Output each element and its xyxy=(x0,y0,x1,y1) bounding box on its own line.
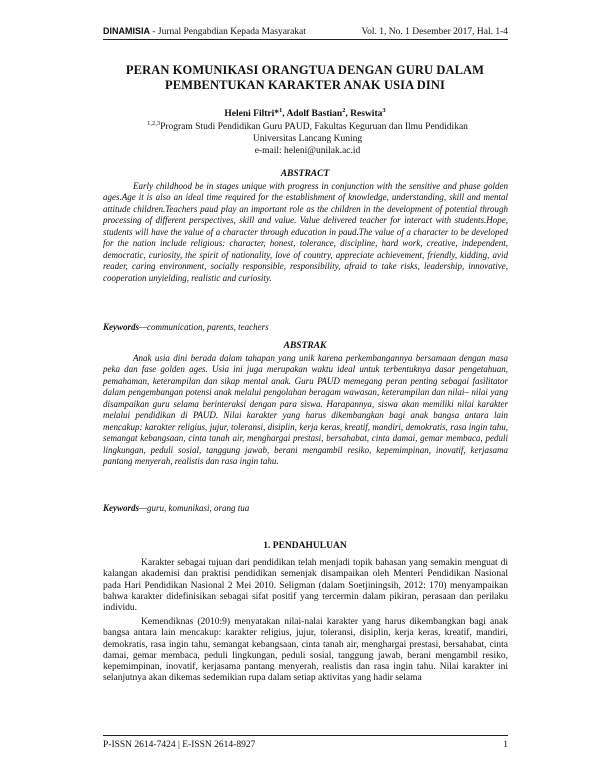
header-divider xyxy=(103,39,508,40)
body-paragraph: Karakter sebagai tujuan dari pendidikan telah menjadi topik bahasan yang semakin menguat di kalangan akademisi dan praktisi pendidikan semenjak disampaikan oleh Menteri Pendidikan Nasional pada Hari Pendidikan Nasional 2 Mei 2010. Seligman (dalam Soetjiningsih, 2012: 170) menyampaikan bahwa karakter didefinisikan sebagai sifat positif yang tercermin dalam pikiran, perasaan dan perilaku individu. xyxy=(103,558,508,614)
author-name: , Adolf Bastian xyxy=(282,109,343,119)
keywords-list: —communication, parents, teachers xyxy=(139,322,269,332)
title-line: PEMBENTUKAN KARAKTER ANAK USIA DINI xyxy=(165,78,445,92)
keywords-label: Keywords xyxy=(103,503,139,513)
abstrak-heading: ABSTRAK xyxy=(283,341,327,351)
author-sup: 2 xyxy=(342,106,346,114)
abstract-heading: ABSTRACT xyxy=(280,169,330,179)
running-header xyxy=(103,23,508,37)
body-paragraph: Kemendiknas (2010:9) menyatakan nilai-nalai karakter yang harus dikembangkan bagi anak bangsa antara lain mencakup: karakter religius, jujur, toleransi, disiplin, kerja keras, kreatif, mandiri, demokratis, rasa ingin tahu, semangat kebangsaan, cinta tanah air, menghargai prestasi, bersahabat, cinta damai, gemar membaca, peduli lingkungan, peduli sosial, tanggung jawab, berani mengambil resiko, kepemimpinan, inovatif, kerjasama pantang menyerah, realistis dan rasa ingin tahu. Nilai karakter ini selanjutnya akan dikemas sedemikian rupa dalam setiap aktivitas yang hadir selama xyxy=(103,617,508,684)
author-sup: 1 xyxy=(279,106,283,114)
keywords-list: —guru, komunikasi, orang tua xyxy=(139,503,250,513)
page-footer xyxy=(103,740,508,750)
volume-info: Vol. 1, No. 1 Desember 2017, Hal. 1-4 xyxy=(361,27,508,37)
author-email: e-mail: heleni@unilak.ac.id xyxy=(254,146,361,156)
section-heading: 1. PENDAHULUAN xyxy=(263,541,347,551)
journal-name: DINAMISIA xyxy=(103,26,150,36)
keywords-en xyxy=(103,322,508,333)
keywords-label: Keywords xyxy=(103,322,139,332)
paper-title xyxy=(90,63,520,93)
journal-title xyxy=(103,26,306,37)
affiliation xyxy=(110,121,505,157)
page-number: 1 xyxy=(503,740,508,750)
author-name: Heleni Filtri* xyxy=(224,109,279,119)
author-name: , Reswita xyxy=(345,109,383,119)
abstract-text: Early childhood be in stages unique with progress in conjunction with the sensitive and phase golden ages.Age it is also an ideal time required for the establishment of knowledge, understanding, skill and mental attitude children.Teachers paud play an important role as the children in the development of potential through processing of different perspectives, skill and value. Value delivered teacher for interact with students.Hope, students will have the value of a character through education in paud.The value of a character to be developed for the nation include religious: character, honest, tolerance, discipline, hard work, creative, independent, democratic, curiosity, the spirit of nationality, love of country, appreciate achievement, friendly, kidding, avid reader, caring environment, socially responsible, responsibility, afraid to take risks, leadership, innovative, cooperation unyielding, realistic and curiosity. xyxy=(103,181,508,283)
journal-subtitle: - Jurnal Pengabdian Kepada Masyarakat xyxy=(150,27,306,37)
author-list xyxy=(90,108,520,120)
footer-divider xyxy=(103,735,508,736)
abstrak-text: Anak usia dini berada dalam tahapan yang unik karena perkembangannya bersamaan dengan masa peka dan fase golden ages. Usia ini juga merupakan waktu ideal untuk terbentuknya dasar pengetahuan, pemahaman, keterampilan dan sikap mental anak. Guru PAUD memegang peran penting sebagai fasilitator dalam pengembangan potensi anak melalui pengolahan beragam wawasan, keterampilan dan nilai– nilai yang disampaikan guru selama berinteraksi dengan para siswa. Harapannya, siswa akan memiliki nilai karakter melalui pendidikan di PAUD. Nilai karakter yang harus dikembangkan bagi anak bangsa antara lain mencakup: karakter religius, jujur, toleransi, disiplin, kerja keras, kreatif, mandiri, demokratis, rasa ingin tahu, semangat kebangsaan, cinta tanah air, menghargai prestasi, bersahabat, cinta damai, gemar membaca, peduli lingkungan, peduli sosial, tanggung jawab, berani mengambil resiko, kepemimpinan, inovatif, kerjasama pantang menyerah, realistis dan rasa ingin tahu. xyxy=(103,353,508,467)
affiliation-university: Universitas Lancang Kuning xyxy=(252,134,363,144)
title-line: PERAN KOMUNIKASI ORANGTUA DENGAN GURU DALAM xyxy=(125,63,485,77)
affiliation-line xyxy=(110,121,505,133)
affiliation-sup: 1,2,3 xyxy=(147,119,161,127)
author-sup: 3 xyxy=(382,106,386,114)
keywords-id xyxy=(103,503,508,514)
issn-info: P-ISSN 2614-7424 | E-ISSN 2614-8927 xyxy=(103,740,256,750)
affiliation-program: Program Studi Pendidikan Guru PAUD, Fakultas Keguruan dan Ilmu Pendidikan xyxy=(160,122,468,132)
